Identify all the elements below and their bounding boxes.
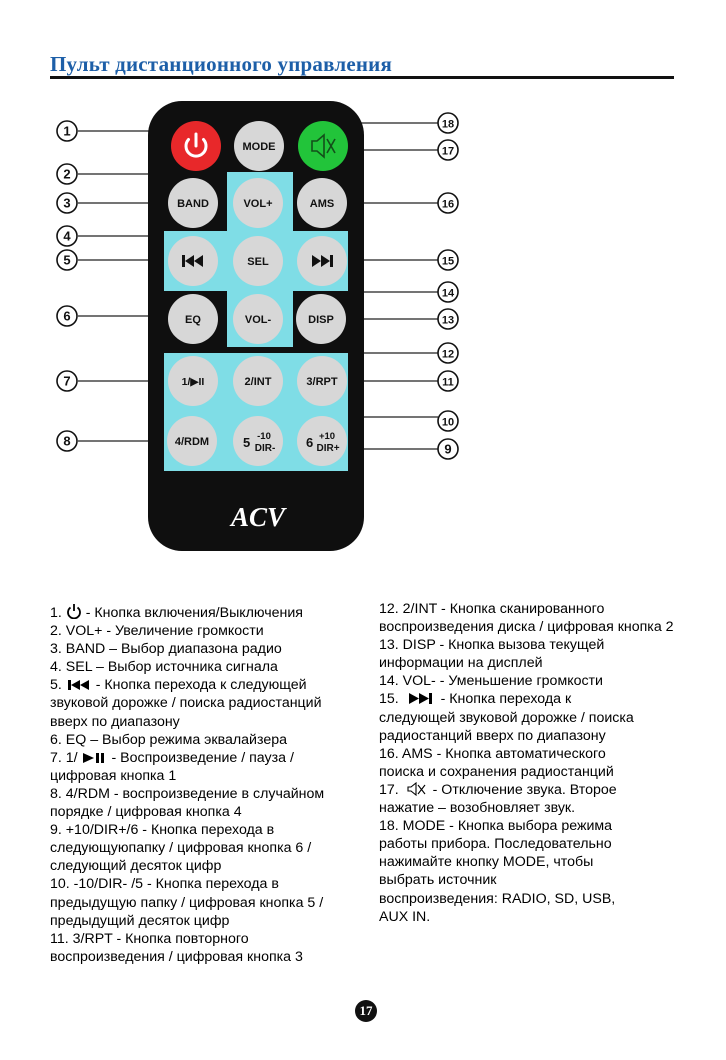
legend-item-6: 6. EQ – Выбор режима эквалайзера bbox=[50, 731, 288, 748]
legend-item-12: 12. 2/INT - Кнопка сканированного bbox=[379, 601, 605, 617]
callout-11 bbox=[438, 371, 458, 391]
callout-2 bbox=[57, 164, 77, 184]
legend-item-16: 16. AMS - Кнопка автоматического bbox=[379, 745, 606, 762]
callout-6 bbox=[57, 306, 77, 326]
legend-item-18-line-3: нажимайте кнопку MODE, чтобы bbox=[379, 854, 594, 871]
legend-item-10: 10. -10/DIR- /5 - Кнопка перехода в bbox=[50, 876, 279, 893]
callout-label: 14 bbox=[441, 287, 455, 300]
brand-logo: ACV bbox=[230, 502, 286, 532]
vol-minus-label: VOL- bbox=[244, 314, 272, 326]
legend-left-column bbox=[50, 603, 380, 966]
callout-label: 17 bbox=[441, 145, 455, 158]
callout-label: 8 bbox=[63, 433, 71, 449]
callout-label: 12 bbox=[441, 348, 455, 361]
callout-label: 15 bbox=[441, 255, 455, 268]
legend-item-18: 18. MODE - Кнопка выбора режима bbox=[379, 818, 613, 835]
button-6-top: +10 bbox=[318, 431, 336, 442]
legend-item-9: 9. +10/DIR+/6 - Кнопка перехода в bbox=[50, 822, 275, 839]
button-5-number: 5 bbox=[243, 435, 251, 450]
callout-label: 18 bbox=[441, 118, 455, 131]
button-1-play-pause[interactable] bbox=[168, 356, 218, 406]
power-icon bbox=[66, 603, 82, 619]
button-4-rdm[interactable] bbox=[167, 416, 217, 466]
legend-item-13-line-2: информации на дисплей bbox=[379, 655, 543, 672]
callout-5 bbox=[57, 250, 77, 270]
callout-10 bbox=[438, 411, 458, 431]
legend-item-11: 11. 3/RPT - Кнопка повторного bbox=[50, 930, 249, 947]
legend-item-9-line-2: следующуюпапку / цифровая кнопка 6 / bbox=[50, 840, 312, 857]
legend-item-17: 17. - Отключение звука. Второе bbox=[379, 781, 617, 798]
disp-button[interactable] bbox=[296, 294, 346, 344]
button-5-top: -10 bbox=[257, 431, 271, 442]
callout-1 bbox=[57, 121, 77, 141]
callout-label: 4 bbox=[63, 228, 71, 244]
callout-13 bbox=[438, 309, 458, 329]
skip-back-icon bbox=[66, 679, 92, 691]
callout-label: 3 bbox=[63, 195, 71, 211]
callout-label: 9 bbox=[444, 441, 452, 457]
vol-minus-button[interactable] bbox=[233, 294, 283, 344]
legend-item-11-line-2: воспроизведения / цифровая кнопка 3 bbox=[50, 948, 303, 965]
legend-item-15: 15. - Кнопка перехода к bbox=[379, 691, 572, 708]
callout-label: 11 bbox=[442, 376, 454, 389]
callout-9 bbox=[438, 439, 458, 459]
mode-button[interactable] bbox=[234, 121, 284, 171]
sel-button[interactable] bbox=[233, 236, 283, 286]
legend-item-10-line-3: предыдущий десяток цифр bbox=[50, 912, 230, 929]
callout-3 bbox=[57, 193, 77, 213]
legend-item-18-line-6: AUX IN. bbox=[379, 908, 431, 925]
callout-17 bbox=[438, 140, 458, 160]
power-button[interactable] bbox=[171, 121, 221, 171]
page-number: 17 bbox=[355, 1000, 377, 1022]
button-3-rpt[interactable] bbox=[297, 356, 347, 406]
callout-label: 10 bbox=[441, 416, 455, 429]
sel-label: SEL bbox=[247, 256, 269, 268]
button-2-int[interactable] bbox=[233, 356, 283, 406]
legend-item-18-line-5: воспроизведения: RADIO, SD, USB, bbox=[379, 890, 616, 907]
legend-item-1: 1. - Кнопка включения/Выключения bbox=[50, 605, 303, 621]
play-pause-icon bbox=[82, 752, 108, 764]
legend-item-5: 5. - Кнопка перехода к следующей bbox=[50, 677, 307, 694]
callout-18 bbox=[438, 113, 458, 133]
band-label: BAND bbox=[177, 198, 209, 210]
button-2-label: 2/INT bbox=[244, 376, 272, 388]
legend-item-4: 4. SEL – Выбор источника сигнала bbox=[50, 659, 278, 676]
legend-item-5-line-3: вверх по диапазону bbox=[50, 713, 180, 730]
legend-item-17-line-2: нажатие – возобновляет звук. bbox=[379, 800, 576, 817]
ams-label: AMS bbox=[309, 198, 335, 210]
mute-icon bbox=[403, 782, 429, 796]
skip-forward-icon bbox=[403, 692, 437, 705]
button-5-dir-minus[interactable] bbox=[233, 416, 283, 466]
eq-label: EQ bbox=[185, 314, 201, 326]
legend-item-15-line-3: радиостанций вверх по диапазону bbox=[379, 727, 606, 744]
callout-4 bbox=[57, 226, 77, 246]
legend-item-16-line-2: поиска и сохранения радиостанций bbox=[379, 763, 614, 780]
legend-right-column bbox=[379, 600, 724, 926]
legend-item-3: 3. BAND – Выбор диапазона радио bbox=[50, 641, 282, 658]
mode-label: MODE bbox=[242, 141, 276, 153]
legend-item-2: 2. VOL+ - Увеличение громкости bbox=[50, 623, 264, 640]
button-6-number: 6 bbox=[306, 435, 314, 450]
legend-item-10-line-2: предыдущую папку / цифровая кнопка 5 / bbox=[50, 894, 324, 911]
callout-label: 7 bbox=[63, 373, 71, 389]
callout-label: 13 bbox=[441, 314, 455, 327]
button-1-label: 1/▶II bbox=[181, 376, 205, 388]
button-5-bottom: DIR- bbox=[254, 443, 276, 454]
callout-label: 6 bbox=[63, 308, 71, 324]
ams-button[interactable] bbox=[297, 178, 347, 228]
legend-item-12-line-2: воспроизведения диска / цифровая кнопка 2 bbox=[379, 619, 674, 636]
vol-plus-label: VOL+ bbox=[243, 198, 273, 210]
button-6-dir-plus[interactable] bbox=[297, 416, 347, 466]
legend-item-18-line-4: выбрать источник bbox=[379, 872, 497, 889]
callout-7 bbox=[57, 371, 77, 391]
callout-12 bbox=[438, 343, 458, 363]
legend-item-8: 8. 4/RDM - воспроизведение в случайном bbox=[50, 785, 325, 802]
next-button[interactable] bbox=[297, 236, 347, 286]
legend-item-14: 14. VOL- - Уменьшение громкости bbox=[379, 673, 603, 690]
legend-item-13: 13. DISP - Кнопка вызова текущей bbox=[379, 637, 605, 654]
legend-item-7: 7. 1/ - Воспроизведение / пауза / bbox=[50, 749, 294, 766]
page-title: Пульт дистанционного управления bbox=[50, 52, 393, 76]
legend-item-8-line-2: порядке / цифровая кнопка 4 bbox=[50, 804, 242, 821]
callout-label: 5 bbox=[63, 252, 71, 268]
disp-label: DISP bbox=[308, 314, 334, 326]
legend-item-18-line-2: работы прибора. Последовательно bbox=[379, 836, 612, 853]
legend-item-9-line-3: следующий десяток цифр bbox=[50, 858, 222, 875]
prev-button[interactable] bbox=[168, 236, 218, 286]
button-3-label: 3/RPT bbox=[306, 376, 338, 388]
callout-label: 1 bbox=[63, 123, 71, 139]
button-4-label: 4/RDM bbox=[174, 436, 210, 448]
callout-14 bbox=[438, 282, 458, 302]
button-6-bottom: DIR+ bbox=[316, 443, 340, 454]
legend-item-15-line-2: следующей звуковой дорожке / поиска bbox=[379, 709, 634, 726]
eq-button[interactable] bbox=[168, 294, 218, 344]
band-button[interactable] bbox=[168, 178, 218, 228]
callout-label: 16 bbox=[441, 198, 455, 211]
callout-label: 2 bbox=[63, 166, 71, 182]
mute-button[interactable] bbox=[298, 121, 348, 171]
vol-plus-button[interactable] bbox=[233, 178, 283, 228]
callout-8 bbox=[57, 431, 77, 451]
legend-item-5-line-2: звуковой дорожке / поиска радиостанций bbox=[50, 695, 322, 712]
callout-15 bbox=[438, 250, 458, 270]
legend-item-7-line-2: цифровая кнопка 1 bbox=[50, 767, 177, 784]
callout-16 bbox=[438, 193, 458, 213]
